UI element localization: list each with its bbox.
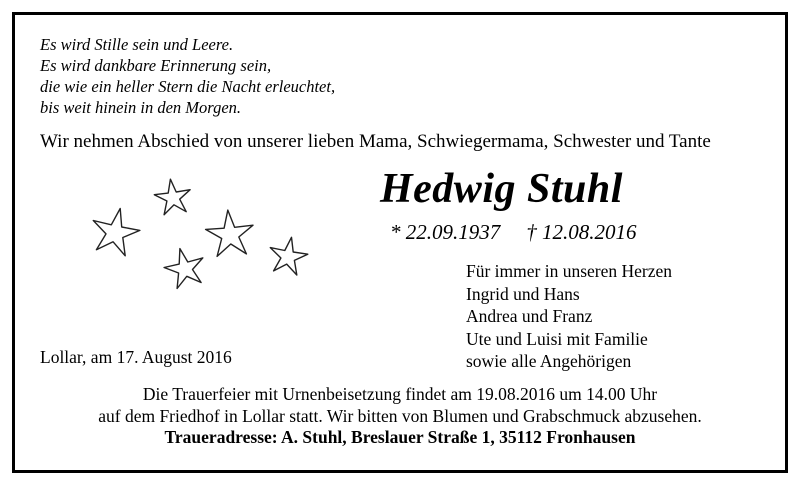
mourner-line: Ute und Luisi mit Familie	[466, 328, 648, 349]
star-outline-icon	[93, 209, 140, 256]
mourning-address: Traueradresse: A. Stuhl, Breslauer Straße 1, 35112 Fronhausen	[164, 427, 636, 447]
poem-line: Es wird Stille sein und Leere.	[40, 35, 234, 54]
funeral-info-line: auf dem Friedhof in Lollar statt. Wir bitten von Blumen und Grabschmuck abzusehen.	[98, 405, 702, 426]
poem	[40, 34, 335, 118]
poem-line: bis weit hinein in den Morgen.	[40, 98, 242, 117]
funeral-notice	[0, 384, 800, 449]
star-outline-icon	[206, 210, 253, 256]
star-outline-icon	[154, 179, 190, 215]
star-outline-icon	[164, 249, 203, 289]
stars-decoration	[80, 175, 320, 305]
mourner-line: Für immer in unseren Herzen	[466, 261, 673, 281]
mourner-line: Ingrid und Hans	[466, 283, 580, 304]
intro-text: Wir nehmen Abschied von unserer lieben Mama, Schwiegermama, Schwester und Tante	[40, 131, 711, 152]
deceased-name: Hedwig Stuhl	[380, 166, 623, 212]
poem-line: die wie ein heller Stern die Nacht erleuchtet,	[40, 77, 336, 96]
mourner-line: sowie alle Angehörigen	[466, 351, 632, 371]
funeral-info-line: Die Trauerfeier mit Urnenbeisetzung findet am 19.08.2016 um 14.00 Uhr	[142, 384, 658, 404]
birth-date: * 22.09.1937	[390, 220, 501, 244]
star-outline-icon	[270, 237, 308, 275]
death-date: † 12.08.2016	[526, 220, 637, 244]
place-date: Lollar, am 17. August 2016	[40, 347, 232, 367]
mourners-list	[466, 260, 672, 373]
life-dates	[390, 220, 637, 245]
poem-line: Es wird dankbare Erinnerung sein,	[40, 56, 272, 75]
mourner-line: Andrea und Franz	[466, 306, 593, 326]
